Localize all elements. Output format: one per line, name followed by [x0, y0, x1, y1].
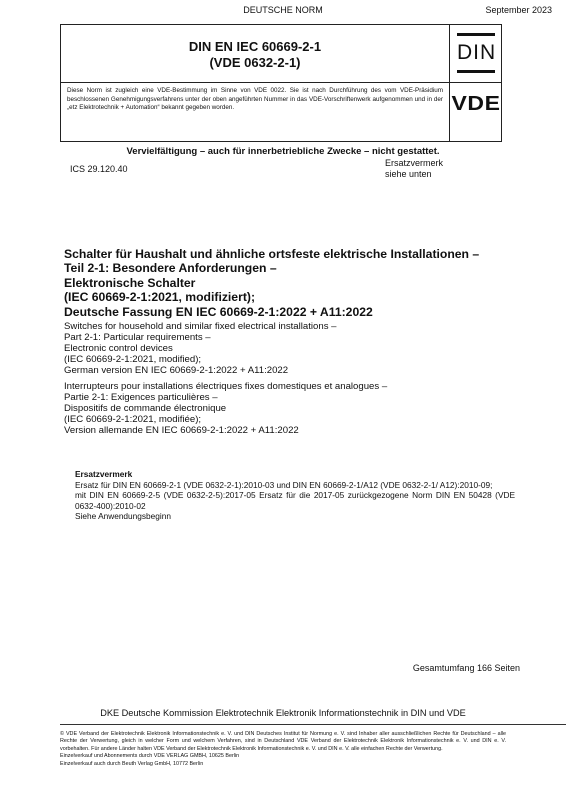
title-german [64, 247, 524, 319]
norm-type-label: DEUTSCHE NORM [243, 5, 323, 15]
title-english [64, 321, 524, 376]
replacement-section [75, 469, 515, 522]
reproduction-notice: Vervielfältigung – auch für innerbetriebliche Zwecke – nicht gestattet. [126, 146, 440, 157]
title-line: Deutsche Fassung EN IEC 60669-2-1:2022 + A11:2022 [64, 304, 373, 319]
din-logo [457, 33, 495, 73]
title-line: Interrupteurs pour installations électriques fixes domestiques et analogues – [64, 380, 388, 392]
title-line: Schalter für Haushalt und ähnliche ortsfeste elektrische Installationen – [64, 247, 480, 261]
title-line: Part 2-1: Particular requirements – [64, 332, 211, 344]
replacement-text: Siehe Anwendungsbeginn [75, 511, 171, 522]
replacement-text: Ersatz für DIN EN 60669-2-1 (VDE 0632-2-1):2010-03 und DIN EN 60669-2-1/A12 (VDE 0632-2-1/ A12):2010-09; [75, 479, 493, 490]
title-line: Teil 2-1: Besondere Anforderungen – [64, 261, 277, 276]
title-line: Switches for household and similar fixed electrical installations – [64, 321, 337, 333]
vde-number: (VDE 0632-2-1) [209, 55, 301, 70]
standard-number: DIN EN IEC 60669-2-1 [188, 39, 322, 54]
title-line: Elektronische Schalter [64, 275, 196, 290]
title-line: Electronic control devices [64, 343, 173, 355]
din-logo-text: DIN [457, 41, 497, 64]
replacement-text: mit DIN EN 60669-2-5 (VDE 0632-2-5):2017-05 Ersatz für die 2017-05 zurückgezogene Norm DIN EN 50428 (VDE 0632-400):2010-02 [75, 490, 515, 511]
ersatz-note [385, 158, 443, 180]
title-line: Version allemande EN IEC 60669-2-1:2022 + A11:2022 [64, 424, 299, 436]
titles-block [64, 247, 524, 436]
title-line: (IEC 60669-2-1:2021, modified); [64, 354, 202, 366]
ics-code: ICS 29.120.40 [70, 164, 128, 174]
header-divider [449, 25, 450, 141]
title-line: Partie 2-1: Exigences particulières – [64, 391, 218, 403]
copyright-text: © VDE Verband der Elektrotechnik Elektronik Informationstechnik e. V. und DIN Deutsches Institut für Normung e. V. sind Inhaber aller ausschließlichen Rechte für Deutschland – alle Rechte der Verwertung, gleich in welcher Form und welchem Verfahren, sind in Deutschland VDE Verband der Elektrotechnik Elektronik Informationstechnik e. V. und DIN e. V. vorbehalten. Für andere Länder halten VDE Verband der Elektrotechnik Elektronik Informationstechnik e. V. und DIN e. V. alle einfachen Rechte der Verwertung. [60, 731, 506, 752]
dke-line: DKE Deutsche Kommission Elektrotechnik Elektronik Informationstechnik in DIN und VDE [100, 708, 466, 718]
vde-logo: VDE [451, 93, 501, 115]
total-pages: Gesamtumfang 166 Seiten [412, 663, 520, 673]
sales-line: Einzelverkauf auch durch Beuth Verlag GmbH, 10772 Berlin [60, 760, 204, 767]
ersatz-note-line: siehe unten [385, 169, 432, 179]
header-box [60, 24, 502, 142]
title-line: German version EN IEC 60669-2-1:2022 + A11:2022 [64, 365, 289, 377]
sales-line: Einzelverkauf und Abonnements durch VDE VERLAG GMBH, 10625 Berlin [60, 753, 240, 760]
title-line: (IEC 60669-2-1:2021, modifiée); [64, 413, 202, 425]
footer-divider [60, 724, 566, 725]
title-line: Dispositifs de commande électronique [64, 402, 227, 414]
vde-statement: Diese Norm ist zugleich eine VDE-Bestimmung im Sinne von VDE 0022. Sie ist nach Durchführung des vom VDE-Präsidium beschlossenen Genehmigungsverfahrens unter der oben angeführten Nummer in das VDE-Vorschriftenwerk aufgenommen und in der „etz Elektrotechnik + Automation“ bekannt gegeben worden. [67, 87, 443, 112]
replacement-heading: Ersatzvermerk [75, 469, 133, 479]
title-french [64, 381, 524, 436]
publication-date: September 2023 [485, 5, 552, 15]
footer [60, 731, 506, 768]
ersatz-note-line: Ersatzvermerk [385, 158, 444, 168]
title-line: (IEC 60669-2-1:2021, modifiziert); [64, 290, 256, 305]
standard-number-block [61, 39, 449, 71]
